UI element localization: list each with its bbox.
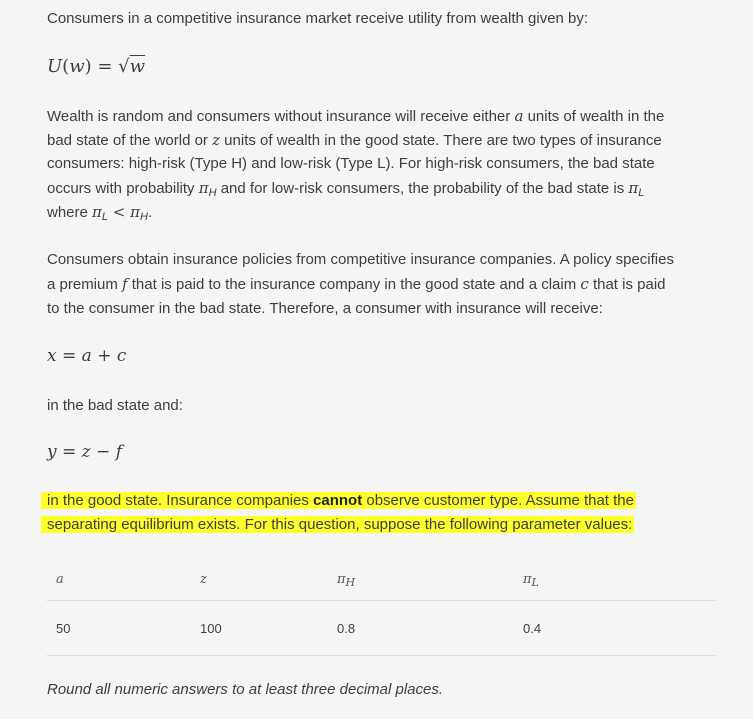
rounding-note: Round all numeric answers to at least three decimal places.	[47, 681, 444, 698]
header-pi-l: $\pi_L$	[523, 572, 539, 589]
para3-line2: a premium f that is paid to the insurance company in the good state and a claim c that is paid	[47, 275, 666, 293]
para2-line5: where $\pi_L < \pi_H$.	[47, 203, 153, 223]
equation-y: y = z − f	[47, 442, 122, 462]
bad-state-text: in the bad state and:	[47, 397, 183, 414]
para2-line2: bad state of the world or z units of wealth in the good state. There are two types of insurance	[47, 131, 662, 149]
parameter-table	[47, 562, 716, 656]
header-a: a	[56, 572, 64, 587]
para3-line3: to the consumer in the bad state. Therefore, a consumer with insurance will receive:	[47, 300, 603, 317]
utility-equation: U(w) = √w	[47, 56, 146, 77]
value-a: 50	[56, 621, 71, 636]
para2-line3: consumers: high-risk (Type H) and low-risk (Type L). For high-risk consumers, the bad state	[47, 155, 655, 172]
para3-line1: Consumers obtain insurance policies from competitive insurance companies. A policy specifies	[47, 251, 674, 268]
header-pi-h: $\pi_H$	[337, 572, 356, 589]
para2-line1: Wealth is random and consumers without insurance will receive either a units of wealth in the	[47, 107, 665, 125]
table-header-row	[47, 562, 716, 601]
highlight-line2: separating equilibrium exists. For this question, suppose the following parameter values:	[47, 513, 634, 537]
header-z: z	[200, 572, 207, 587]
table-row	[47, 601, 716, 656]
value-pi-l: 0.4	[523, 621, 542, 636]
value-pi-h: 0.8	[337, 621, 356, 636]
highlight-line1: in the good state. Insurance companies cannot observe customer type. Assume that the	[47, 489, 636, 513]
intro-text: Consumers in a competitive insurance market receive utility from wealth given by:	[47, 10, 589, 27]
equation-x: x = a + c	[47, 346, 127, 366]
para2-line4: occurs with probability $\pi_H$ and for low-risk consumers, the probability of the bad state is $\pi_L$	[47, 179, 645, 199]
value-z: 100	[200, 621, 222, 636]
